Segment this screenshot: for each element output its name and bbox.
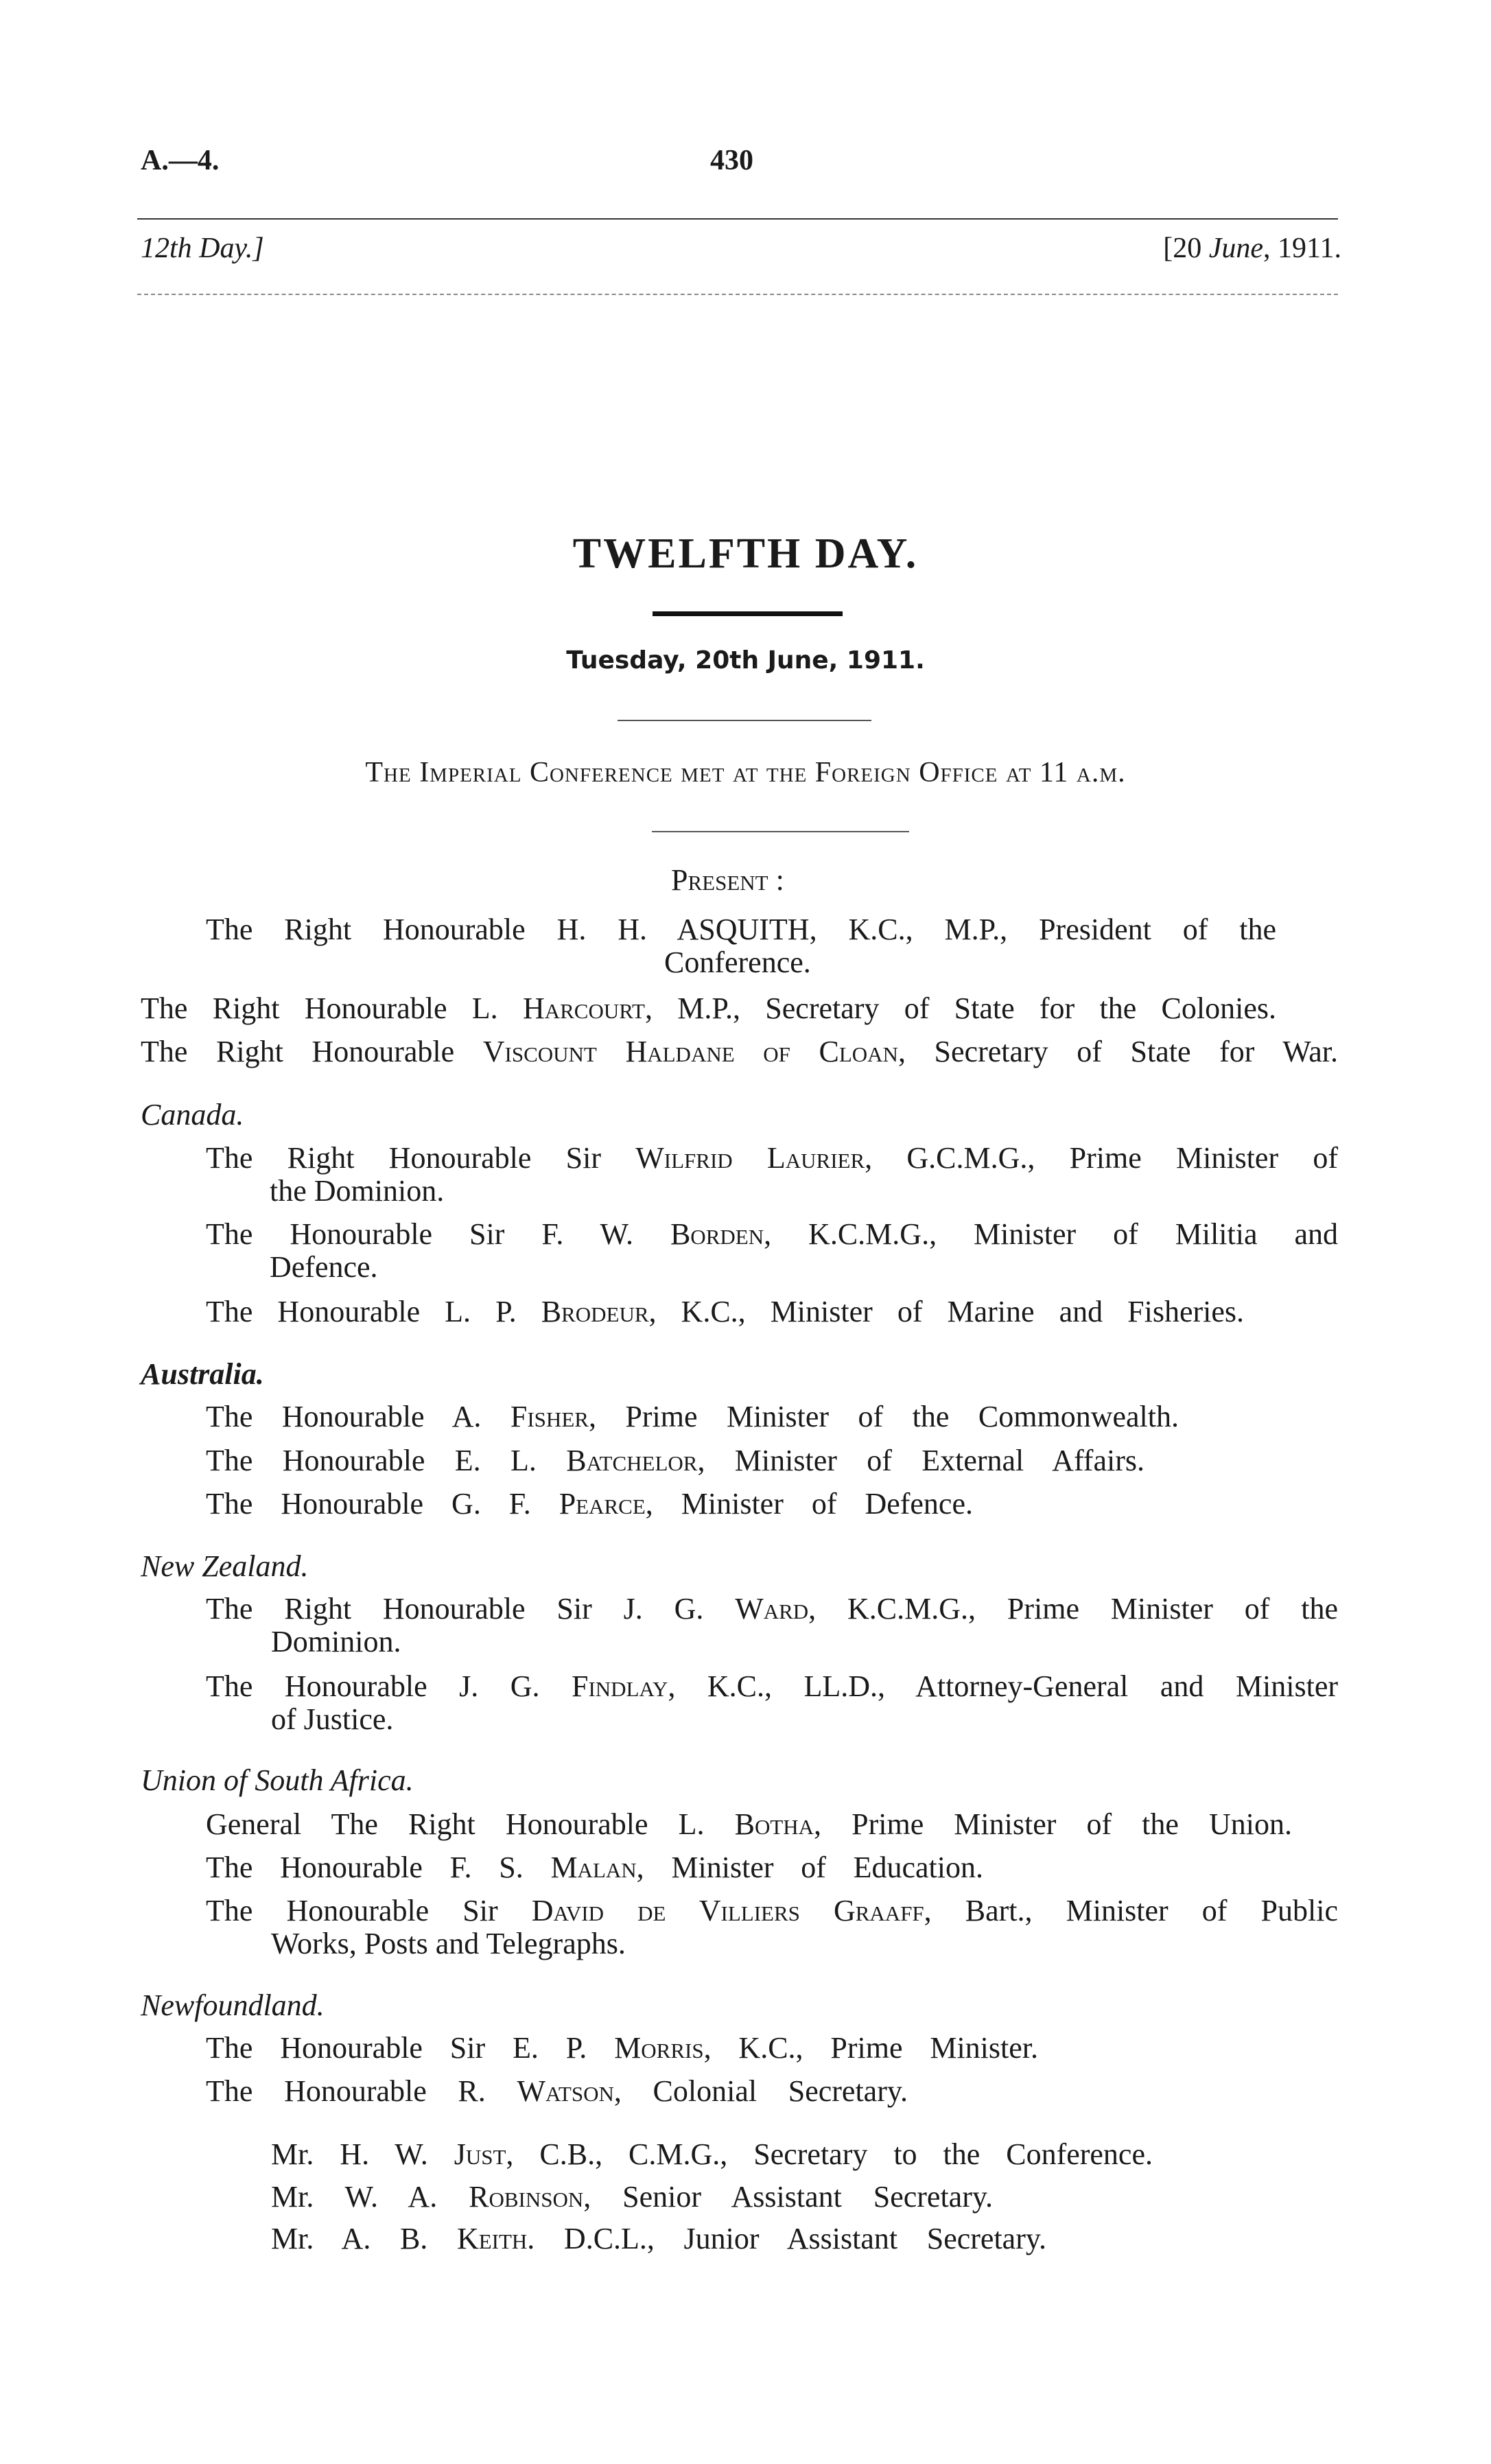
member-laurier: The Right Honourable Sir Wilfrid Laurier, G.C.M.G., Prime Minister of <box>206 1141 1338 1175</box>
member-brodeur: The Honourable L. P. Brodeur, K.C., Minister of Marine and Fisheries. <box>206 1295 1245 1328</box>
header-rule-bottom <box>137 294 1338 295</box>
member-haldane: The Right Honourable Viscount Haldane of Cloan, Secretary of State for War. <box>141 1035 1338 1068</box>
meeting-date: Tuesday, 20th June, 1911. <box>566 646 925 674</box>
section-heading-south-africa: Union of South Africa. <box>141 1763 414 1797</box>
page-number: 430 <box>710 145 753 176</box>
member-morris: The Honourable Sir E. P. Morris, K.C., Prime Minister. <box>206 2031 1038 2065</box>
section-heading-newfoundland: Newfoundland. <box>141 1988 325 2022</box>
member-harcourt: The Right Honourable L. Harcourt, M.P., Secretary of State for the Colonies. <box>141 992 1276 1025</box>
member-asquith: The Right Honourable H. H. ASQUITH, K.C., M.P., President of the <box>206 913 1276 946</box>
secretary-robinson: Mr. W. A. Robinson, Senior Assistant Secretary. <box>271 2180 993 2214</box>
member-borden-cont: Defence. <box>270 1250 378 1284</box>
meeting-statement: The Imperial Conference met at the Foreign Office at 11 a.m. <box>365 757 1126 788</box>
document-reference: A.—4. <box>141 145 220 176</box>
member-borden: The Honourable Sir F. W. Borden, K.C.M.G., Minister of Militia and <box>206 1217 1338 1251</box>
member-botha: General The Right Honourable L. Botha, Prime Minister of the Union. <box>206 1807 1293 1841</box>
header-date: [20 June, 1911. <box>1163 233 1341 264</box>
member-findlay: The Honourable J. G. Findlay, K.C., LL.D., Attorney-General and Minister <box>206 1669 1338 1703</box>
page-title: TWELFTH DAY. <box>572 530 919 577</box>
secretary-keith: Mr. A. B. Keith. D.C.L., Junior Assistant Secretary. <box>271 2222 1046 2255</box>
member-watson: The Honourable R. Watson, Colonial Secretary. <box>206 2074 908 2108</box>
member-laurier-cont: the Dominion. <box>270 1174 445 1208</box>
section-heading-canada: Canada. <box>141 1098 244 1131</box>
header-rule-top <box>137 218 1338 220</box>
section-heading-australia: Australia. <box>141 1357 264 1391</box>
member-findlay-cont: of Justice. <box>271 1702 394 1736</box>
member-graaff: The Honourable Sir David de Villiers Graaff, Bart., Minister of Public <box>206 1894 1338 1927</box>
member-batchelor: The Honourable E. L. Batchelor, Minister of External Affairs. <box>206 1444 1144 1477</box>
secretary-just: Mr. H. W. Just, C.B., C.M.G., Secretary to the Conference. <box>271 2137 1153 2171</box>
member-ward: The Right Honourable Sir J. G. Ward, K.C.M.G., Prime Minister of the <box>206 1592 1338 1626</box>
present-label: Present : <box>671 863 784 897</box>
member-fisher: The Honourable A. Fisher, Prime Minister of the Commonwealth. <box>206 1400 1179 1433</box>
meeting-rule <box>652 831 909 832</box>
member-ward-cont: Dominion. <box>271 1625 401 1658</box>
member-graaff-cont: Works, Posts and Telegraphs. <box>271 1927 626 1960</box>
date-rule <box>618 720 871 721</box>
member-pearce: The Honourable G. F. Pearce, Minister of Defence. <box>206 1487 973 1521</box>
member-malan: The Honourable F. S. Malan, Minister of Education. <box>206 1851 983 1884</box>
title-rule <box>653 611 843 616</box>
day-label: 12th Day.] <box>141 233 264 264</box>
section-heading-new-zealand: New Zealand. <box>141 1549 309 1583</box>
member-asquith-cont: Conference. <box>664 946 811 979</box>
